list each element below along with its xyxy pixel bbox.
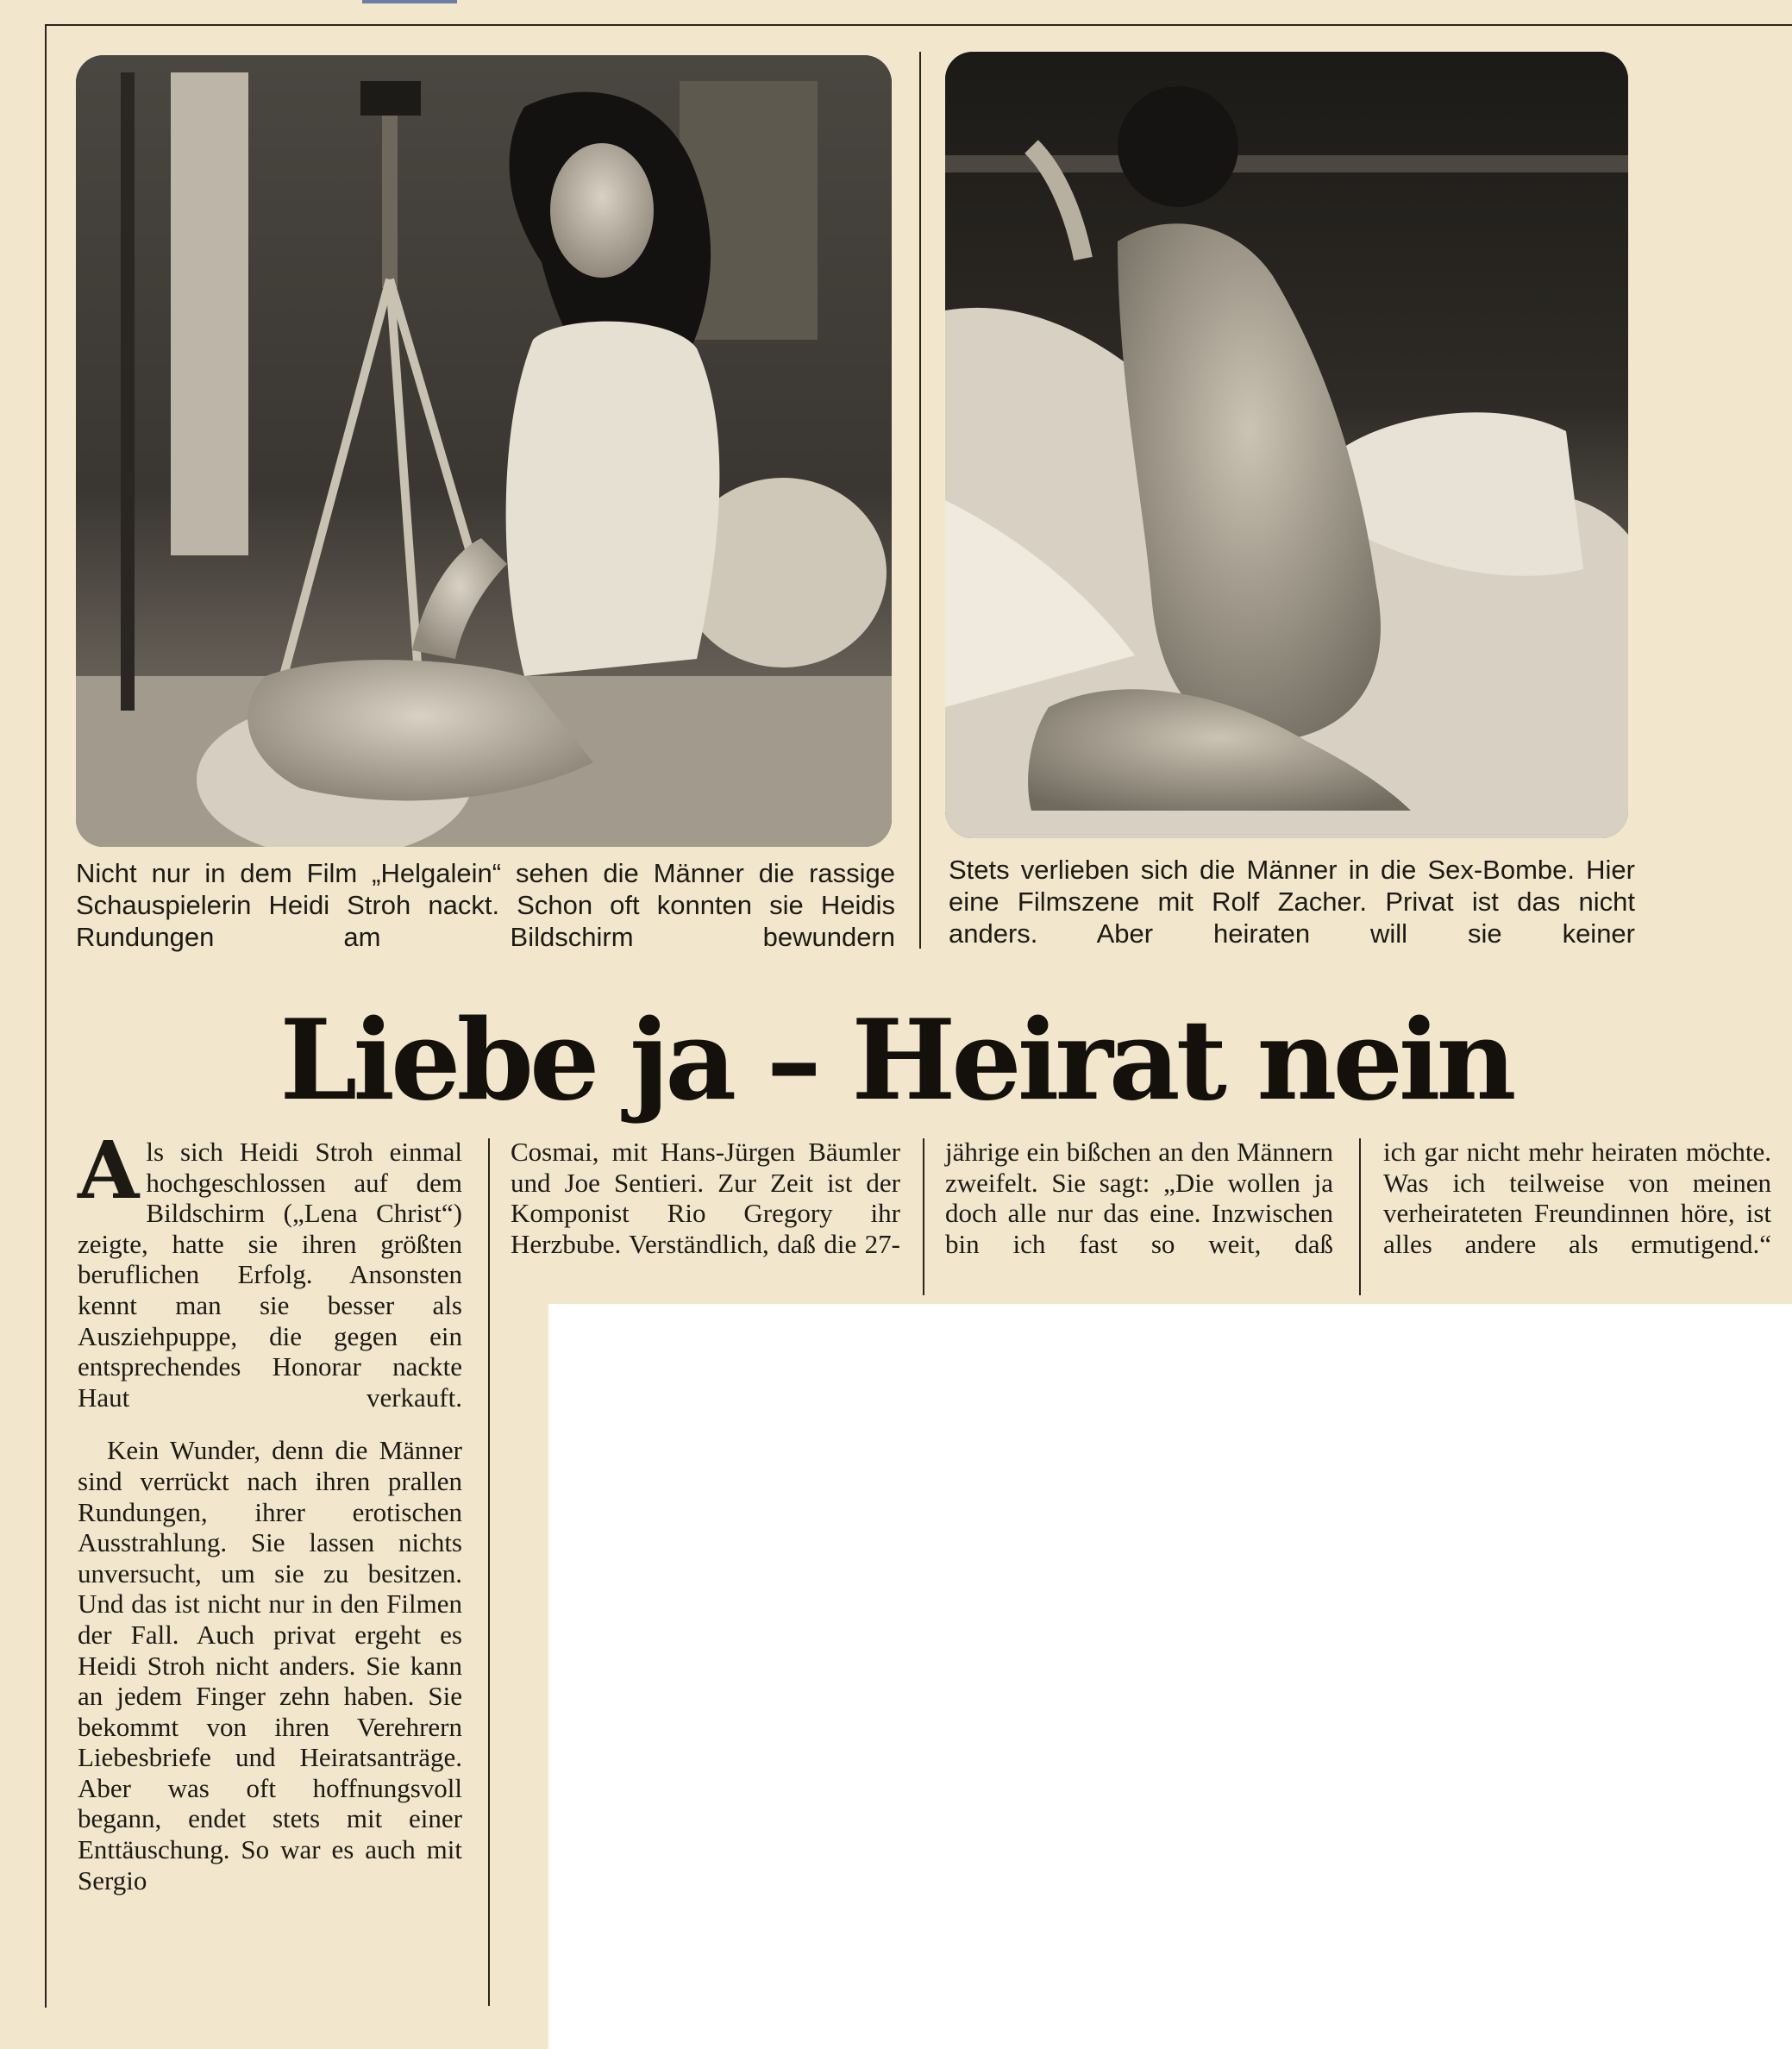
photo-caption-right: Stets verlieben sich die Männer in die Sex-Bombe. Hier eine Filmszene mit Rolf Zacher. Privat ist das nicht anders. Aber heiraten will sie keiner — [949, 855, 1635, 949]
article-headline: Liebe ja – Heirat nein — [279, 996, 1513, 1125]
paragraph-1-text: ls sich Heidi Stroh einmal hochgeschlossen auf dem Bildschirm („Lena Christ“) zeigte, hatte sie ihren größten beruflichen Erfolg. Ansonsten kennt man sie besser als Ausziehpuppe, die gegen ein entsprechendes Honorar nackte Haut verkauft. — [78, 1137, 462, 1413]
photo-actress-on-set — [76, 55, 892, 847]
photo-divider — [919, 52, 921, 949]
column-rule-2 — [923, 1138, 924, 1295]
article-paragraph-1 — [78, 1124, 462, 1413]
column-4-text: ich gar nicht mehr heiraten möchte. Was ich teilweise von meinen verheirateten Freundinnen höre, ist alles andere als ermutigend.“ — [1383, 1137, 1771, 1259]
photo-right-image — [945, 52, 1628, 838]
frame-top-rule — [45, 24, 1792, 26]
page-top-tab — [362, 0, 457, 3]
column-rule-3 — [1359, 1138, 1361, 1295]
column-3-text: jährige ein bißchen an den Männern zweifelt. Sie sagt: „Die wollen ja doch alle nur das eine. Inzwischen bin ich fast so weit, daß — [945, 1137, 1333, 1259]
article-column-4 — [1383, 1137, 1771, 1259]
article-column-2 — [511, 1137, 900, 1259]
drop-cap: A — [78, 1124, 140, 1217]
photo-film-scene — [945, 52, 1628, 838]
article-paragraph-2: Kein Wunder, denn die Männer sind verrückt nach ihren prallen Rundungen, ihrer erotischen Ausstrahlung. Sie lassen nichts unversucht, um sie zu besitzen. Und das ist nicht nur in den Filmen der Fall. Auch privat ergeht es Heidi Stroh nicht anders. Sie kann an jedem Finger zehn haben. Sie bekommt von ihren Verehrern Liebesbriefe und Heiratsanträge. Aber was oft hoffnungsvoll begann, endet stets mit einer Enttäuschung. So war es auch mit Sergio — [78, 1435, 462, 1895]
photo-caption-left: Nicht nur in dem Film „Helgalein“ sehen die Männer die rassige Schauspielerin Heidi Stroh nackt. Schon oft konnten sie Heidis Rundungen am Bildschirm bewundern — [76, 858, 895, 952]
article-column-3 — [945, 1137, 1333, 1259]
blank-white-area — [548, 1304, 1792, 2049]
photo-left-image — [76, 55, 892, 847]
column-rule-1 — [488, 1138, 490, 2006]
column-2-text: Cosmai, mit Hans-Jürgen Bäumler und Joe Sentieri. Zur Zeit ist der Komponist Rio Gregory ihr Herzbube. Verständlich, daß die 27- — [511, 1137, 900, 1259]
article-column-1 — [78, 1124, 462, 1895]
